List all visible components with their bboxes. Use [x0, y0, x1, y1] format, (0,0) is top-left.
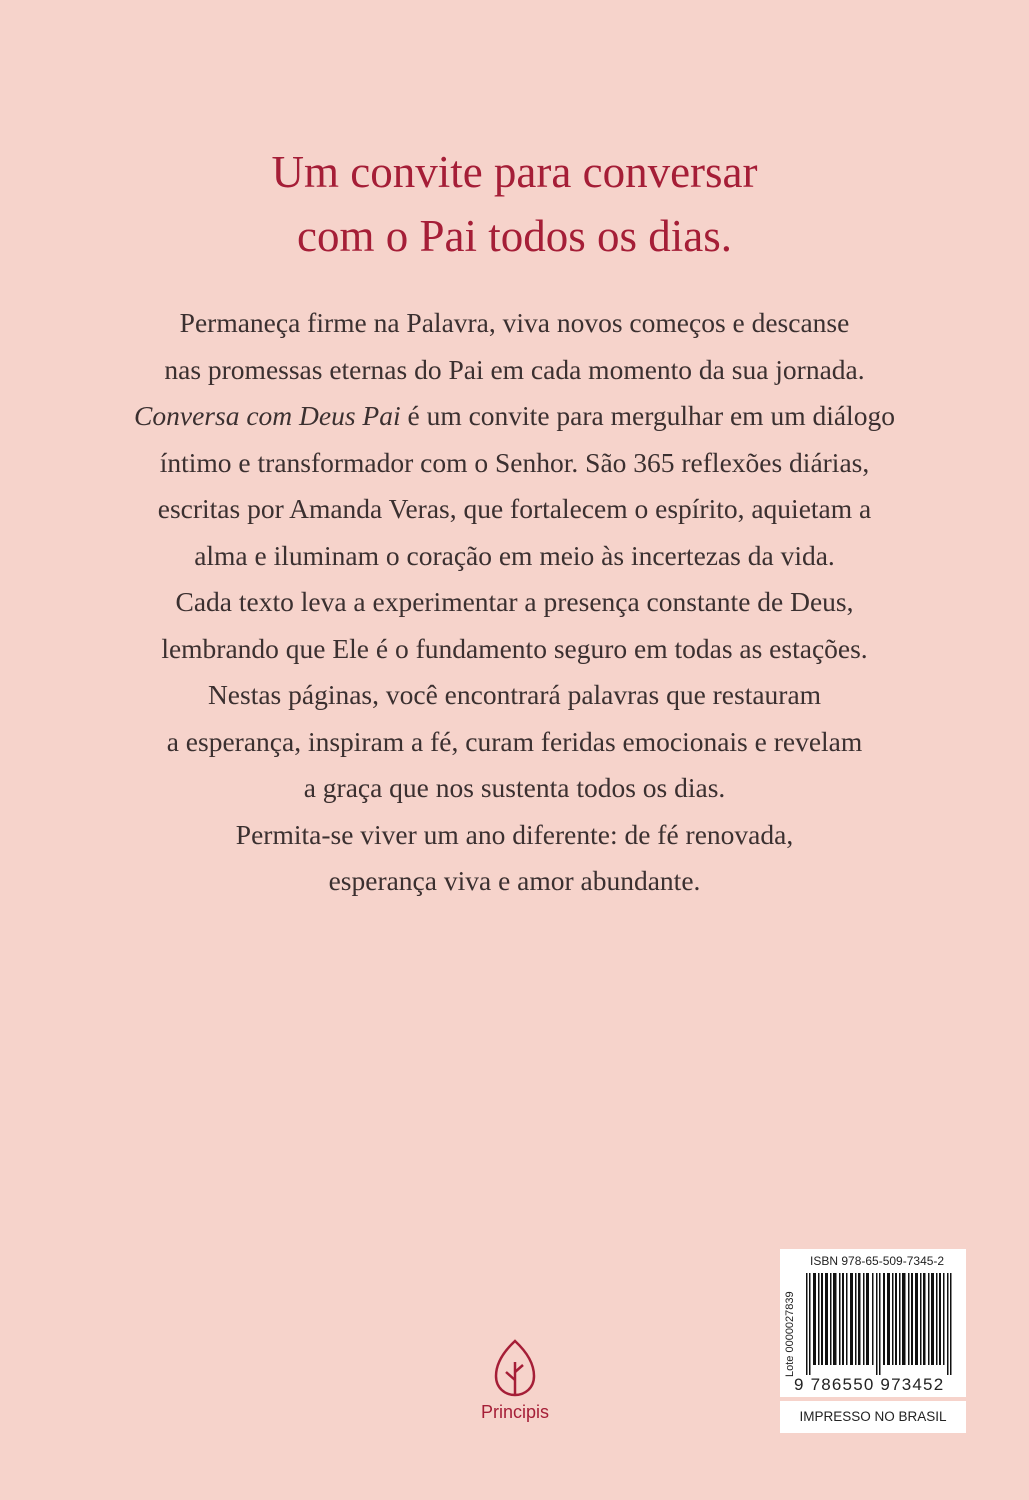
- blurb-line: a graça que nos sustenta todos os dias.: [303, 772, 726, 803]
- printed-in-label: IMPRESSO NO BRASIL: [780, 1401, 966, 1433]
- headline-line-2: com o Pai todos os dias.: [297, 211, 732, 261]
- blurb-line: Permita-se viver um ano diferente: de fé renovada,: [235, 818, 794, 850]
- publisher-logo: [470, 1338, 560, 1423]
- blurb-line: alma e iluminam o coração em meio às incertezas da vida.: [194, 539, 835, 571]
- isbn-label: ISBN 978-65-509-7345-2: [810, 1254, 945, 1268]
- blurb-line: Nestas páginas, você encontrará palavras que restauram: [207, 679, 822, 710]
- blurb-line: íntimo e transformador com o Senhor. São 365 reflexões diárias,: [159, 446, 870, 478]
- blurb-line: esperança viva e amor abundante.: [328, 865, 701, 896]
- blurb-line: nas promessas eternas do Pai em cada momento da sua jornada.: [164, 353, 865, 385]
- book-title: Conversa com Deus Pai: [134, 400, 401, 431]
- blurb-line-rest: é um convite para mergulhar em um diálogo: [400, 400, 895, 431]
- barcode-icon: [806, 1273, 956, 1375]
- headline-line-1: Um convite para conversar: [271, 147, 758, 197]
- leaf-logo-icon: [493, 1338, 537, 1398]
- publisher-name: Principis: [480, 1402, 550, 1422]
- blurb-line: [0, 393, 1029, 440]
- blurb-line: Permaneça firme na Palavra, viva novos começos e descanse: [179, 307, 850, 338]
- blurb: [0, 300, 1029, 905]
- blurb-line: Cada texto leva a experimentar a presença constante de Deus,: [175, 586, 854, 617]
- blurb-line: escritas por Amanda Veras, que fortalecem o espírito, aquietam a: [157, 493, 872, 524]
- barcode-panel: [780, 1249, 966, 1397]
- lote-label: Lote 0000027839: [784, 1291, 796, 1377]
- headline: [0, 140, 1029, 268]
- blurb-line: a esperança, inspiram a fé, curam feridas emocionais e revelam: [166, 725, 863, 757]
- barcode-digits: 9 786550 973452: [794, 1375, 945, 1394]
- blurb-line: lembrando que Ele é o fundamento seguro em todas as estações.: [161, 632, 868, 664]
